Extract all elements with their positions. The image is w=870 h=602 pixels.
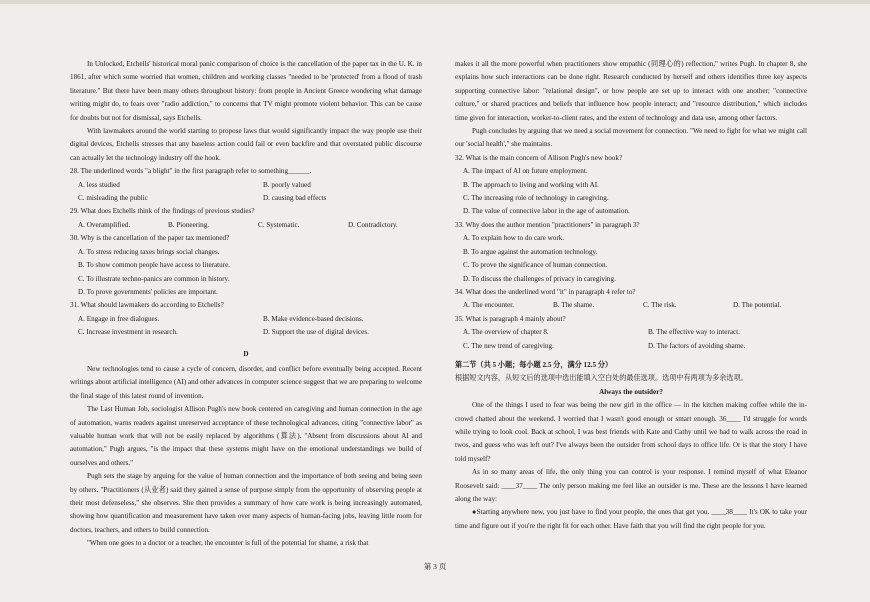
passage-d-paragraph: New technologies tend to cause a cycle of concern, disorder, and conflict before eventually being accepted. Recent writings about artificial intelligence (AI) and other advances in computer science suggest that we are preparing to welcome the final stage of this latest round of invention. <box>70 364 422 400</box>
question-34-options <box>455 299 807 312</box>
passage-d-paragraph: Pugh sets the stage by arguing for the value of human connection and the importance of both seeing and being seen by others. "Practitioners (从业者) said they gained a sense of purpose simply from the opportunity of observing people at their most defenseless," she observes. She then provides a summary of how care work is being increasingly automated, showing how quantification and measurement have taken over many aspects of human-facing jobs, leaving little room for doctors, teachers, and others to build connection. <box>70 472 422 534</box>
cloze-paragraph: As in so many areas of life, the only thing you can control is your response. I remind myself of what Eleanor Roosevelt said: ____37____ The only person making me feel like an outsider is me. These are the lessons I have learned along the way: <box>455 468 807 503</box>
option-d: D. The value of connective labor in the age of automation. <box>463 207 630 216</box>
section-2-heading: 第二节（共 5 小题；每小题 2.5 分，满分 12.5 分） <box>455 360 613 369</box>
left-column <box>70 58 422 551</box>
option-d: D. The factors of avoiding shame. <box>648 341 746 350</box>
option-d: D. causing bad effects <box>263 194 327 203</box>
passage-c-paragraph: With lawmakers around the world starting to propose laws that would significantly impact the way people use their digital devices, Etchells stresses that any baseless action could fail or even backfire and that overstated public discourse can actually let the technology industry off the hook. <box>70 127 422 162</box>
option-c: C. The new trend of caregiving. <box>463 341 554 350</box>
passage-title: Always the outsider? <box>599 387 663 396</box>
option-b: B. Pioneering. <box>168 220 210 229</box>
option-c: C. The increasing role of technology in caregiving. <box>463 194 609 203</box>
option-c: C. Increase investment in research. <box>78 328 178 337</box>
option-a: A. The encounter. <box>463 301 515 310</box>
option-d: D. To prove governments' policies are important. <box>78 287 218 296</box>
question-30-options <box>70 246 422 300</box>
option-b: B. To argue against the automation technology. <box>463 247 598 256</box>
option-b: B. Make evidence-based decisions. <box>263 314 364 323</box>
question-29: 29. What does Etchells think of the findings of previous studies? <box>70 207 255 216</box>
option-c: C. misleading the public <box>78 194 148 203</box>
question-28-options <box>70 179 422 206</box>
section-d-heading: D <box>243 349 249 358</box>
option-d: D. To discuss the challenges of privacy in caregiving. <box>463 274 616 283</box>
question-29-options <box>70 219 422 232</box>
option-a: A. The impact of AI on future employment. <box>463 167 588 176</box>
right-column <box>455 58 807 533</box>
option-c: C. To illustrate techno-panics are common in history. <box>78 274 230 283</box>
question-32-options <box>455 165 807 219</box>
question-32: 32. What is the main concern of Allison Pugh's new book? <box>455 153 623 162</box>
question-30: 30. Why is the cancellation of the paper tax mentioned? <box>70 234 230 243</box>
question-28: 28. The underlined words "a blight" in the first paragraph refer to something______. <box>70 167 312 176</box>
option-b: B. The shame. <box>553 301 595 310</box>
passage-d-paragraph: "When one goes to a doctor or a teacher, the encounter is full of the potential for shame, a risk that <box>87 539 369 548</box>
option-c: C. The risk. <box>643 301 677 310</box>
option-a: A. The overview of chapter 8. <box>463 328 549 337</box>
option-a: A. Overamplified. <box>78 220 131 229</box>
question-35-options <box>455 326 807 353</box>
question-33-options <box>455 232 807 286</box>
question-31: 31. What should lawmakers do according to Etchells? <box>70 301 224 310</box>
passage-d-paragraph: makes it all the more powerful when practitioners show empathic (同理心的) reflection," writes Pugh. In chapter 8, she explains how such interactions can be done right. Research conducted by herself and others identifies three key aspects supporting connective labor: "relational design", or how people are set up to interact with one another; "connective culture," or shared practices and beliefs that influence how people interact; and "resource distribution," which includes time given for interaction, worker-to-client rates, and the extent of technology and data use, among other factors. <box>455 60 807 122</box>
passage-d-paragraph: Pugh concludes by arguing that we need a social movement for connection. "We need to fight for what we might call our 'social health'," she maintains. <box>455 127 807 149</box>
question-34: 34. What does the underlined word "it" in paragraph 4 refer to? <box>455 287 636 296</box>
question-35: 35. What is paragraph 4 mainly about? <box>455 314 566 323</box>
option-a: A. Engage in free dialogues. <box>78 314 160 323</box>
option-b: B. To show common people have access to literature. <box>78 261 231 270</box>
option-d: D. Support the use of digital devices. <box>263 328 369 337</box>
cloze-paragraph: One of the things I used to fear was being the new girl in the office — in the kitchen making coffee while the in-crowd chatted about the weekend. I worried that I wasn't good enough or smart enough. 36____ I'd struggle for words while trying to look cool. Back at school, I was best friends with Kate and Cathy until we had to walk across the road in twos, and guess who was left out? I've always been the outsider from school days to office life. Or is that the story I have told myself? <box>455 401 807 463</box>
option-d: D. Contradictory. <box>348 220 398 229</box>
passage-c-paragraph: In Unlocked, Etchells' historical moral panic comparison of choice is the cancellation of the paper tax in the U. K. in 1861, after which some worried that women, children and working classes "needed to be 'protected' from a flood of trash literature." But there have been many others throughout history: from people in Ancient Greece wondering what damage writing might do, to fears over "radio addiction," to concerns that TV might promote violent behavior. This can be cause for doubts but not for dismissal, says Etchells. <box>70 60 422 122</box>
question-33: 33. Why does the author mention "practitioners" in paragraph 3? <box>455 220 640 229</box>
cloze-paragraph: ●Starting anywhere new, you just have to find your people, the ones that get you. ____38____ It's OK to take your time and figure out if you're the right fit for each other. Have faith that you will find the right people for you. <box>455 508 807 530</box>
option-a: A. To explain how to do care work. <box>463 234 565 243</box>
page-top-edge <box>0 0 870 4</box>
option-a: A. To stress reducing taxes brings social changes. <box>78 247 220 256</box>
section-2-instructions: 根据短文内容，从短文后的选项中选出能填入空白处的最佳选项。选项中有两项为多余选项。 <box>455 374 748 383</box>
option-b: B. poorly valued <box>263 180 311 189</box>
option-d: D. The potential. <box>733 301 782 310</box>
page-number: 第 3 页 <box>423 562 447 571</box>
option-b: B. The effective way to interact. <box>648 328 740 337</box>
option-b: B. The approach to living and working with AI. <box>463 180 599 189</box>
option-a: A. less studied <box>78 180 120 189</box>
question-31-options <box>70 313 422 340</box>
option-c: C. To prove the significance of human connection. <box>463 261 608 270</box>
option-c: C. Systematic. <box>258 220 300 229</box>
passage-d-paragraph: The Last Human Job, sociologist Allison Pugh's new book centered on caregiving and human connection in the age of automation, warns readers against unreserved acceptance of these technological advances, citing "connective labor" as valuable human work that will not be easily replaced by algorithms (算法). "Absent from discussions about AI and automation," Pugh argues, "is the impact that these systems might have on the emotional understandings we build of ourselves and others." <box>70 405 422 467</box>
